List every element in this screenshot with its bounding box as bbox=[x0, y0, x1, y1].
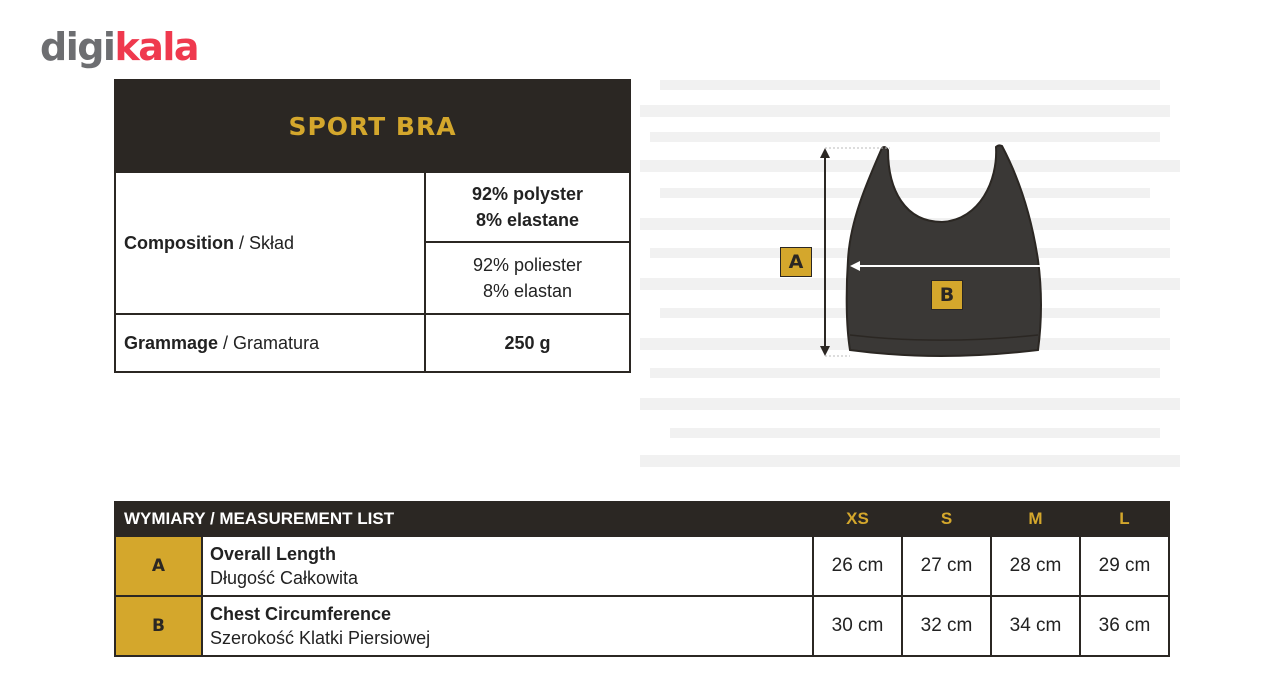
table-row bbox=[115, 596, 1169, 656]
composition-pl-line1: 92% poliester bbox=[472, 255, 583, 275]
row-name bbox=[202, 536, 813, 596]
table-row bbox=[115, 536, 1169, 596]
logo-text-digi: digi bbox=[40, 25, 115, 69]
cell-value: 36 cm bbox=[1080, 596, 1169, 656]
logo-text-kala: kala bbox=[114, 25, 199, 69]
cell-value: 27 cm bbox=[902, 536, 991, 596]
marker-a: A bbox=[780, 247, 812, 277]
grammage-value: 250 g bbox=[425, 314, 630, 372]
row-name-en: Chest Circumference bbox=[210, 604, 392, 624]
row-name-en: Overall Length bbox=[210, 544, 337, 564]
composition-en-line2: 8% elastane bbox=[475, 210, 580, 230]
size-m: M bbox=[991, 502, 1080, 536]
row-name bbox=[202, 596, 813, 656]
measurement-table bbox=[114, 501, 1170, 657]
cell-value: 26 cm bbox=[813, 536, 902, 596]
bra-shape bbox=[847, 145, 1041, 356]
cell-value: 32 cm bbox=[902, 596, 991, 656]
composition-en-line1: 92% polyster bbox=[471, 184, 584, 204]
size-xs: XS bbox=[813, 502, 902, 536]
row-code: A bbox=[115, 536, 202, 596]
cell-value: 34 cm bbox=[991, 596, 1080, 656]
cell-value: 28 cm bbox=[991, 536, 1080, 596]
size-s: S bbox=[902, 502, 991, 536]
grammage-label bbox=[115, 314, 425, 372]
row-name-pl: Długość Całkowita bbox=[210, 568, 359, 588]
marker-b: B bbox=[931, 280, 963, 310]
row-name-pl: Szerokość Klatki Piersiowej bbox=[210, 628, 431, 648]
grammage-label-en: Grammage bbox=[124, 332, 219, 353]
spec-table bbox=[114, 79, 631, 373]
composition-value-pl bbox=[425, 242, 630, 314]
composition-label-en: Composition bbox=[124, 232, 234, 253]
measurement-header: WYMIARY / MEASUREMENT LIST bbox=[115, 502, 813, 536]
spec-title: SPORT BRA bbox=[115, 80, 630, 172]
size-l: L bbox=[1080, 502, 1169, 536]
row-code: B bbox=[115, 596, 202, 656]
grammage-label-pl: / Gramatura bbox=[218, 332, 320, 353]
cell-value: 30 cm bbox=[813, 596, 902, 656]
composition-value-en bbox=[425, 172, 630, 242]
sports-bra-illustration bbox=[770, 140, 1070, 370]
composition-label-pl: / Skład bbox=[234, 232, 295, 253]
composition-label bbox=[115, 172, 425, 314]
cell-value: 29 cm bbox=[1080, 536, 1169, 596]
composition-pl-line2: 8% elastan bbox=[482, 281, 573, 301]
digikala-logo[interactable] bbox=[40, 25, 199, 69]
